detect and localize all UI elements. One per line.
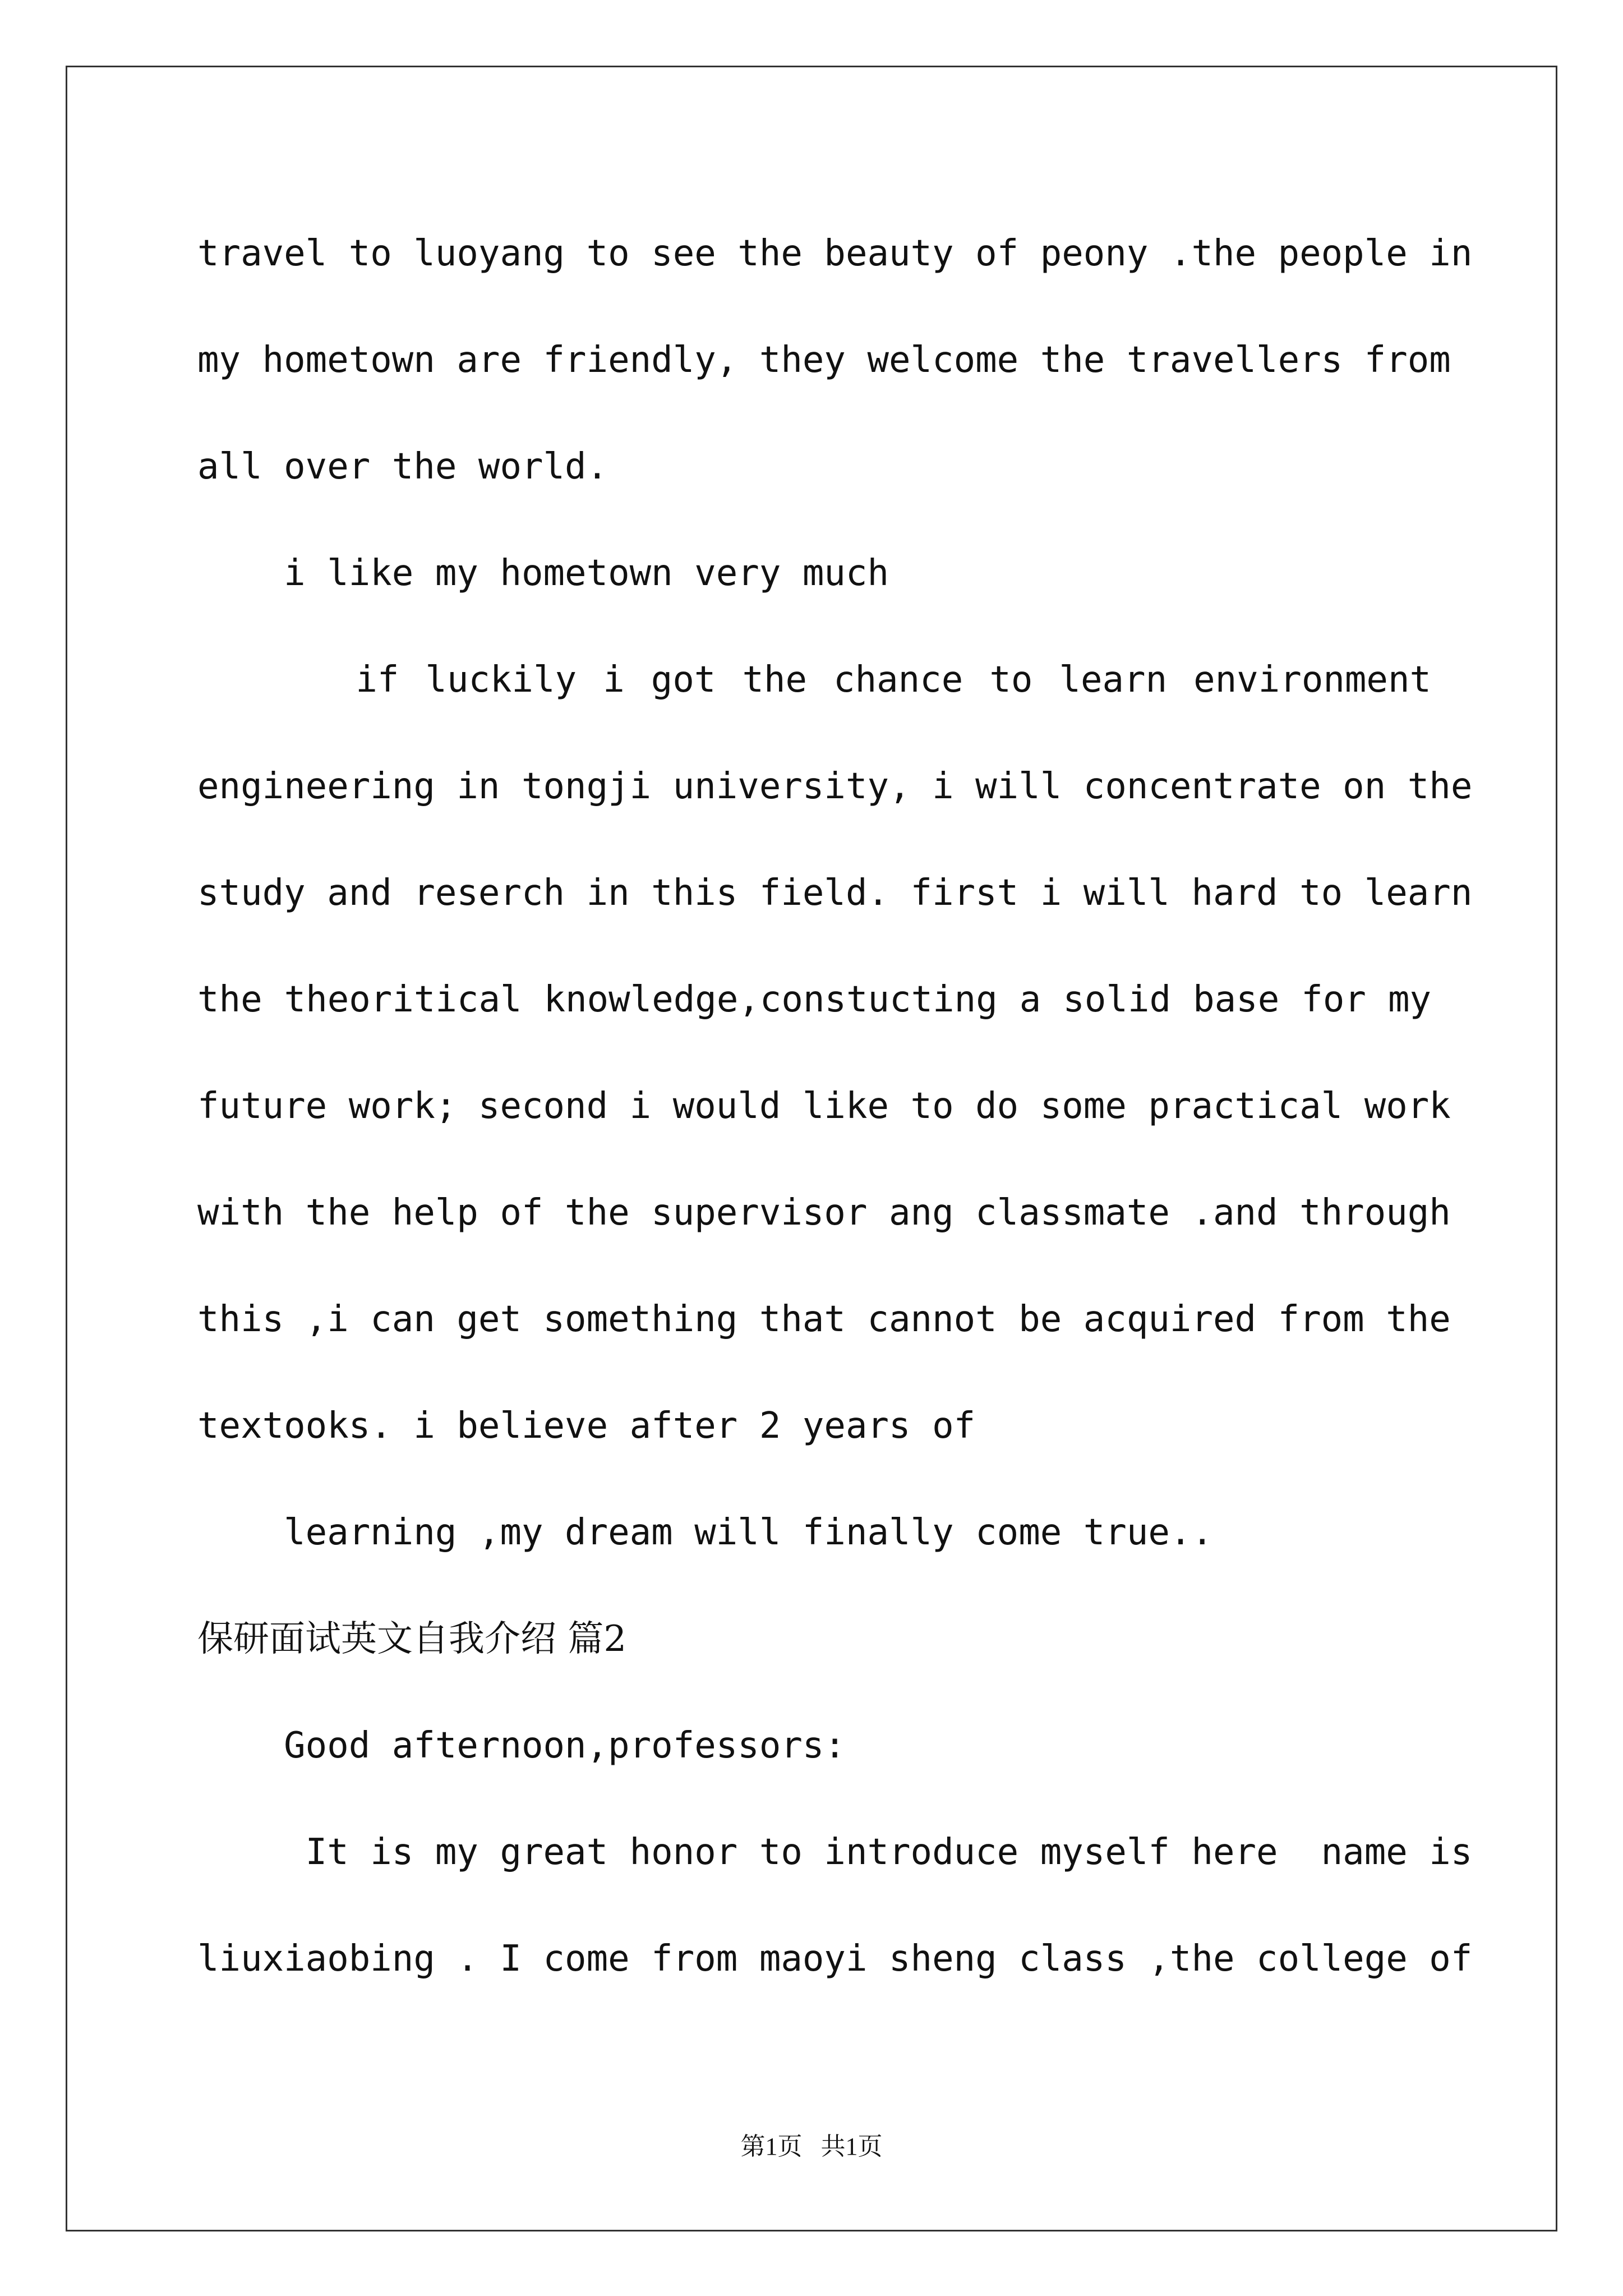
page-number-footer: 第1页 共1页 bbox=[740, 2133, 883, 2160]
body-line: engineering in tongji university, i will concentrate on the bbox=[197, 766, 1473, 807]
body-line: Good afternoon,professors: bbox=[197, 1725, 846, 1766]
body-line: study and reserch in this field. first i will hard to learn bbox=[197, 872, 1473, 914]
body-line: travel to luoyang to see the beauty of peony .the people in bbox=[197, 233, 1473, 274]
body-line: i like my hometown very much bbox=[197, 553, 889, 594]
body-line: liuxiaobing . I come from maoyi sheng class ,the college of bbox=[197, 1938, 1473, 1980]
body-line: this ,i can get something that cannot be acquired from the bbox=[197, 1299, 1451, 1340]
body-line: with the help of the supervisor ang classmate .and through bbox=[197, 1192, 1451, 1234]
body-line: the theoritical knowledge,constucting a solid base for my bbox=[197, 979, 1431, 1020]
body-line: all over the world. bbox=[197, 446, 608, 487]
body-line: if luckily i got the chance to learn environment bbox=[197, 659, 1431, 701]
body-line: my hometown are friendly, they welcome the travellers from bbox=[197, 339, 1451, 381]
body-line: textooks. i believe after 2 years of bbox=[197, 1405, 976, 1447]
body-line: learning ,my dream will finally come true.. bbox=[197, 1512, 1213, 1553]
body-line: It is my great honor to introduce myself here name is bbox=[197, 1832, 1473, 1873]
section-heading: 保研面试英文自我介绍 篇2 bbox=[197, 1618, 627, 1660]
body-line: future work; second i would like to do some practical work bbox=[197, 1085, 1451, 1127]
